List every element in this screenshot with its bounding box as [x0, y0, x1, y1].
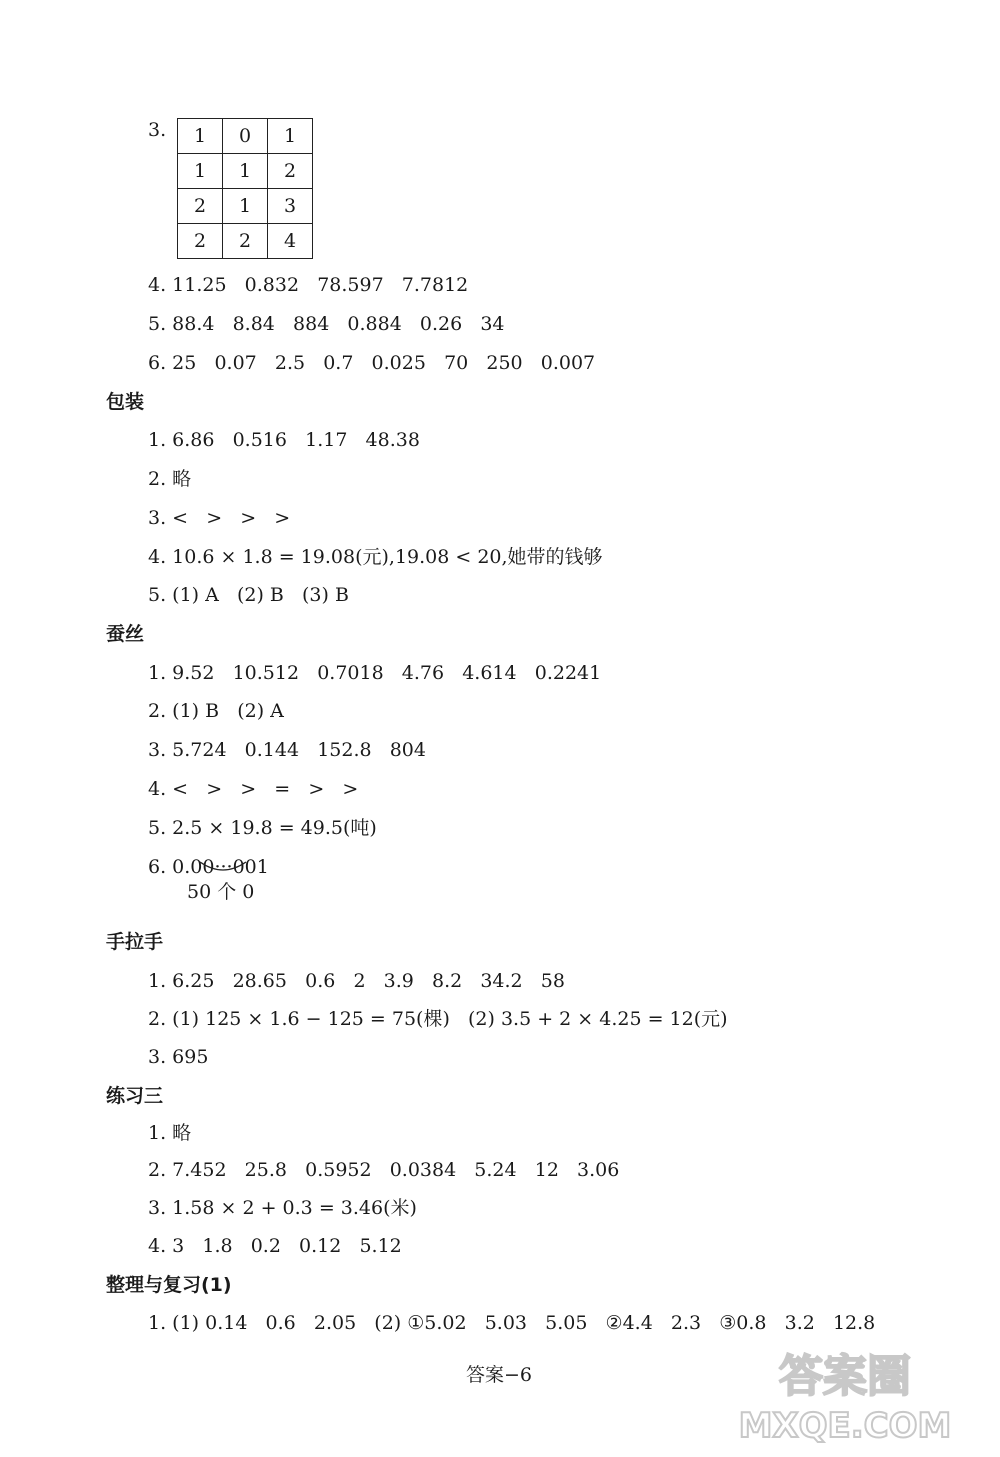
- section-title-review-1: 整理与复习(1): [106, 1274, 232, 1296]
- answer-line: 5. 2.5 × 19.8 = 49.5(吨): [148, 817, 377, 839]
- answer-line: 2. 7.452 25.8 0.5952 0.0384 5.24 12 3.06: [148, 1159, 620, 1181]
- grid-cell: 1: [178, 119, 223, 154]
- grid-cell: 0: [223, 119, 268, 154]
- grid-cell: 1: [223, 154, 268, 189]
- answer-line: 6. 0.00···001: [148, 856, 269, 878]
- answer-line: 3. 695: [148, 1046, 209, 1068]
- answer-line: 2. (1) 125 × 1.6 − 125 = 75(棵) (2) 3.5 + 2 × 4.25 = 12(元): [148, 1008, 728, 1030]
- answer-line: 1. 6.25 28.65 0.6 2 3.9 8.2 34.2 58: [148, 970, 565, 992]
- grid-cell: 4: [268, 224, 313, 259]
- grid-cell: 1: [268, 119, 313, 154]
- answer-line: 3. < > > >: [148, 507, 291, 529]
- section-title-exercise-3: 练习三: [106, 1085, 164, 1107]
- grid-row: [178, 119, 313, 154]
- answer-line: 1. 9.52 10.512 0.7018 4.76 4.614 0.2241: [148, 662, 602, 684]
- answer-line: 4. 11.25 0.832 78.597 7.7812: [148, 274, 469, 296]
- answer-line: 6. 25 0.07 2.5 0.7 0.025 70 250 0.007: [148, 352, 596, 374]
- grid-cell: 3: [268, 189, 313, 224]
- answer-line: 2. (1) B (2) A: [148, 700, 284, 722]
- answer-line: 5. (1) A (2) B (3) B: [148, 584, 349, 606]
- grid-cell: 2: [178, 189, 223, 224]
- watermark-bottom-text: MXQE.COM: [738, 1406, 952, 1446]
- grid-cell: 2: [178, 224, 223, 259]
- watermark-top-text: 答案圈: [779, 1351, 911, 1402]
- grid-cell: 2: [223, 224, 268, 259]
- answer-line: 4. 3 1.8 0.2 0.12 5.12: [148, 1235, 402, 1257]
- answer-line: 3. 1.58 × 2 + 0.3 = 3.46(米): [148, 1197, 417, 1219]
- grid-row: [178, 224, 313, 259]
- answer-line: 3. 5.724 0.144 152.8 804: [148, 739, 426, 761]
- section-title-hand-in-hand: 手拉手: [106, 931, 164, 953]
- answer-line: 4. 10.6 × 1.8 = 19.08(元),19.08 < 20,她带的钱够: [148, 546, 603, 568]
- answer-line: 1. 6.86 0.516 1.17 48.38: [148, 429, 420, 451]
- grid-cell: 1: [178, 154, 223, 189]
- number-grid: [177, 118, 313, 259]
- section-title-packaging: 包装: [106, 391, 145, 413]
- page-footer: 答案−6: [466, 1364, 533, 1386]
- underbrace-note: 50 个 0: [187, 881, 255, 903]
- grid-row: [178, 189, 313, 224]
- grid-cell: 2: [268, 154, 313, 189]
- grid-label: 3.: [148, 119, 167, 141]
- answer-line: 1. 略: [148, 1122, 192, 1144]
- section-title-silk: 蚕丝: [106, 623, 145, 645]
- answer-line: 1. (1) 0.14 0.6 2.05 (2) ①5.02 5.03 5.05 ②4.4 2.3 ③0.8 3.2 12.8: [148, 1312, 876, 1334]
- grid-row: [178, 154, 313, 189]
- answer-line: 2. 略: [148, 468, 192, 490]
- watermark-logo: [700, 1339, 990, 1449]
- answer-line: 5. 88.4 8.84 884 0.884 0.26 34: [148, 313, 505, 335]
- grid-cell: 1: [223, 189, 268, 224]
- underbrace-mark: [198, 858, 248, 878]
- answer-line: 4. < > > = > >: [148, 778, 359, 800]
